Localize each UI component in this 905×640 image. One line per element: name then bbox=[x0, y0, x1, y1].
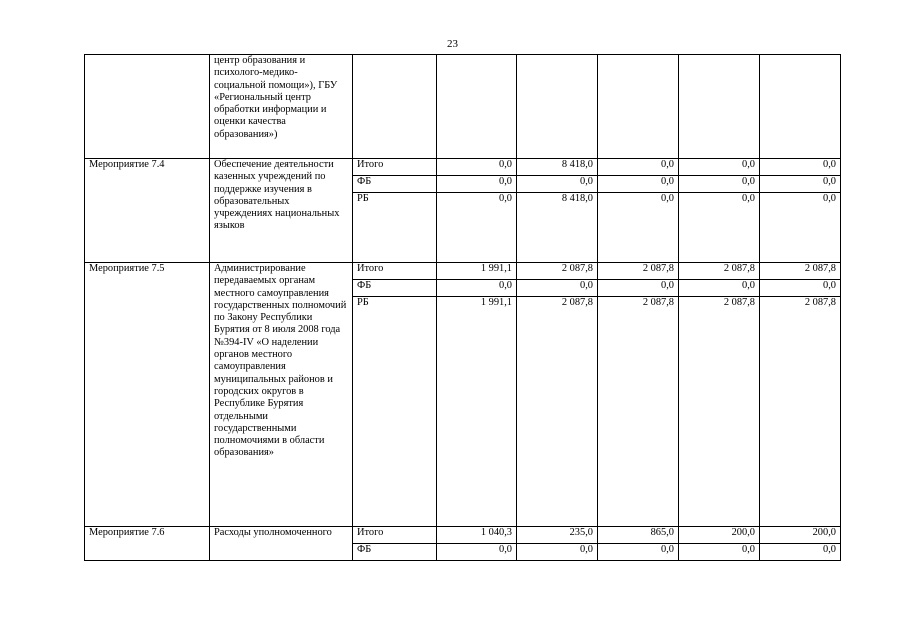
value-cell: 0,0 bbox=[517, 544, 598, 561]
funding-source: РБ bbox=[353, 193, 437, 263]
table-row bbox=[85, 263, 841, 280]
source-cell bbox=[353, 55, 437, 159]
value-cell: 0,0 bbox=[517, 176, 598, 193]
measure-code: Мероприятие 7.5 bbox=[85, 263, 210, 527]
funding-source: ФБ bbox=[353, 176, 437, 193]
value-cell bbox=[760, 55, 841, 159]
value-cell: 2 087,8 bbox=[679, 263, 760, 280]
value-cell: 1 040,3 bbox=[437, 527, 517, 544]
value-cell: 0,0 bbox=[437, 193, 517, 263]
value-cell: 0,0 bbox=[598, 176, 679, 193]
value-cell: 0,0 bbox=[679, 193, 760, 263]
value-cell: 0,0 bbox=[598, 544, 679, 561]
value-cell: 0,0 bbox=[760, 176, 841, 193]
value-cell: 0,0 bbox=[760, 159, 841, 176]
value-cell: 0,0 bbox=[598, 280, 679, 297]
value-cell: 8 418,0 bbox=[517, 193, 598, 263]
value-cell bbox=[437, 55, 517, 159]
table-body bbox=[85, 55, 841, 561]
value-cell: 0,0 bbox=[679, 280, 760, 297]
value-cell: 235,0 bbox=[517, 527, 598, 544]
value-cell: 2 087,8 bbox=[760, 263, 841, 280]
value-cell: 8 418,0 bbox=[517, 159, 598, 176]
table-row bbox=[85, 527, 841, 544]
value-cell: 0,0 bbox=[437, 159, 517, 176]
funding-source: ФБ bbox=[353, 280, 437, 297]
value-cell: 200,0 bbox=[679, 527, 760, 544]
measure-code: Мероприятие 7.6 bbox=[85, 527, 210, 561]
value-cell: 0,0 bbox=[679, 159, 760, 176]
measure-description: Администрирование передаваемых органам местного самоуправления государственных полномочий по Закону Республики Бурятия от 8 июля 2008 года №394-IV «О наделении органов местного самоуправления муниципальных районов и городских округов в Республике Бурятия отдельными государственными полномочиями в области образования» bbox=[210, 263, 353, 527]
value-cell: 0,0 bbox=[437, 280, 517, 297]
value-cell: 0,0 bbox=[760, 280, 841, 297]
value-cell: 2 087,8 bbox=[598, 297, 679, 527]
value-cell: 0,0 bbox=[679, 176, 760, 193]
value-cell: 0,0 bbox=[679, 544, 760, 561]
value-cell bbox=[517, 55, 598, 159]
value-cell: 0,0 bbox=[760, 193, 841, 263]
value-cell: 2 087,8 bbox=[760, 297, 841, 527]
value-cell: 0,0 bbox=[760, 544, 841, 561]
value-cell: 0,0 bbox=[598, 193, 679, 263]
page-number: 23 bbox=[447, 38, 458, 50]
value-cell: 865,0 bbox=[598, 527, 679, 544]
funding-source: ФБ bbox=[353, 544, 437, 561]
value-cell: 200,0 bbox=[760, 527, 841, 544]
value-cell: 1 991,1 bbox=[437, 263, 517, 280]
value-cell: 2 087,8 bbox=[598, 263, 679, 280]
value-cell: 1 991,1 bbox=[437, 297, 517, 527]
budget-table bbox=[84, 54, 841, 561]
value-cell: 2 087,8 bbox=[679, 297, 760, 527]
value-cell: 0,0 bbox=[517, 280, 598, 297]
value-cell bbox=[598, 55, 679, 159]
funding-source: Итого bbox=[353, 527, 437, 544]
measure-description: Обеспечение деятельности казенных учреждений по поддержке изучения в образовательных учреждениях национальных языков bbox=[210, 159, 353, 263]
funding-source: РБ bbox=[353, 297, 437, 527]
value-cell: 2 087,8 bbox=[517, 297, 598, 527]
measure-code-cell bbox=[85, 55, 210, 159]
table-row bbox=[85, 159, 841, 176]
value-cell: 0,0 bbox=[598, 159, 679, 176]
value-cell: 0,0 bbox=[437, 176, 517, 193]
value-cell: 0,0 bbox=[437, 544, 517, 561]
measure-description: Расходы уполномоченного bbox=[210, 527, 353, 561]
value-cell: 2 087,8 bbox=[517, 263, 598, 280]
funding-source: Итого bbox=[353, 263, 437, 280]
value-cell bbox=[679, 55, 760, 159]
measure-code: Мероприятие 7.4 bbox=[85, 159, 210, 263]
continuation-row bbox=[85, 55, 841, 159]
funding-source: Итого bbox=[353, 159, 437, 176]
measure-description: центр образования и психолого-медико-социальной помощи»), ГБУ «Региональный центр обработки информации и оценки качества образования») bbox=[210, 55, 353, 159]
